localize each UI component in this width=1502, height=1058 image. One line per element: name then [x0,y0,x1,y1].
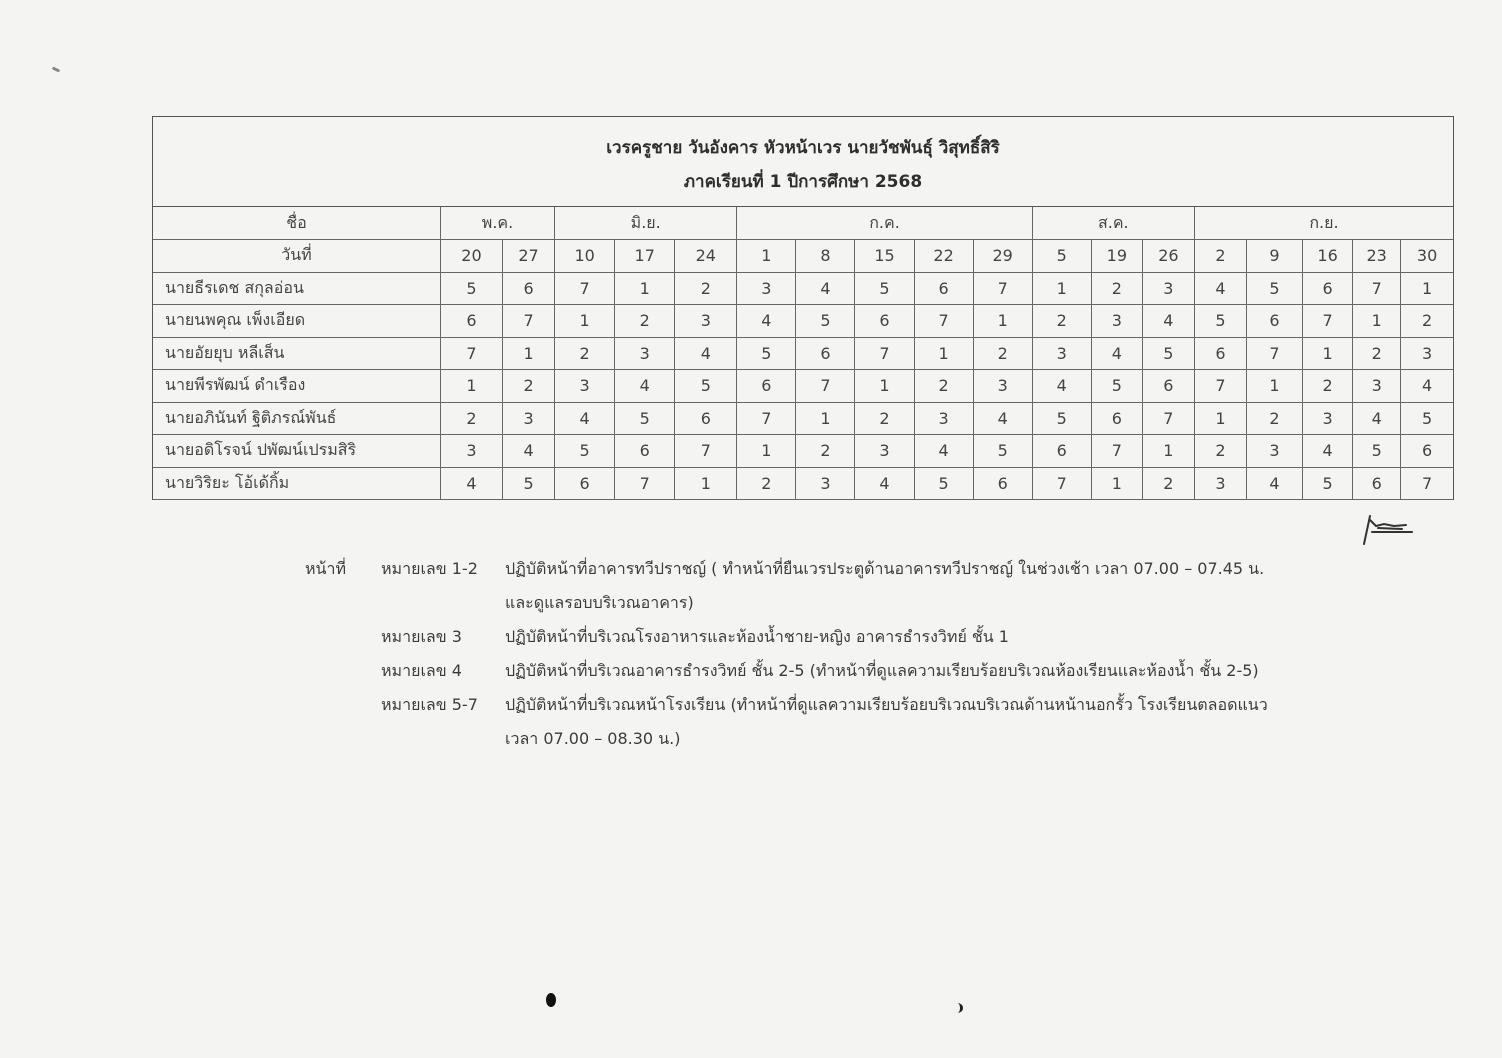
month-header-row [153,207,1453,240]
punch-hole [952,1003,963,1013]
duty-assignment-cell: 5 [1194,305,1246,338]
duty-assignment-cell: 4 [503,435,555,468]
duty-assignment-cell: 5 [1032,402,1091,435]
duty-assignment-cell: 2 [440,402,502,435]
duty-assignment-cell: 6 [615,435,675,468]
duty-assignment-cell: 4 [440,467,502,500]
teacher-row [153,272,1453,305]
duty-assignment-cell: 4 [1401,370,1453,403]
duty-assignment-cell: 4 [1091,337,1142,370]
teacher-row [153,467,1453,500]
duty-assignment-cell: 7 [1303,305,1353,338]
duty-assignment-cell: 1 [1353,305,1401,338]
duty-assignment-cell: 1 [440,370,502,403]
date-header-cell: 24 [675,240,737,273]
date-header-cell: 16 [1303,240,1353,273]
duty-assignment-cell: 7 [914,305,973,338]
duty-assignment-cell: 5 [737,337,796,370]
duty-assignment-cell: 6 [1401,435,1453,468]
duty-assignment-cell: 3 [440,435,502,468]
duty-assignment-cell: 5 [555,435,615,468]
date-header-cell: 5 [1032,240,1091,273]
duty-assignment-cell: 4 [973,402,1032,435]
duty-assignment-cell: 6 [796,337,855,370]
duty-assignment-cell: 1 [1032,272,1091,305]
duty-assignment-cell: 5 [973,435,1032,468]
duty-assignment-cell: 1 [1303,337,1353,370]
signature-mark [1358,512,1418,548]
teacher-name: นายพีรพัฒน์ ดำเรือง [153,370,440,403]
duty-assignment-cell: 5 [503,467,555,500]
duty-assignment-cell: 6 [737,370,796,403]
duty-assignment-cell: 5 [675,370,737,403]
duty-assignment-cell: 5 [1091,370,1142,403]
teacher-name: นายวิริยะ โอ้เด้กิ้ม [153,467,440,500]
duty-descriptions [305,552,1405,756]
duty-assignment-cell: 3 [1303,402,1353,435]
duty-assignment-cell: 5 [440,272,502,305]
duty-assignment-cell: 2 [555,337,615,370]
duty-code: หมายเลข 5-7 [381,695,478,714]
duty-assignment-cell: 2 [615,305,675,338]
duty-row [305,552,1405,586]
duty-code: หมายเลข 1-2 [381,559,478,578]
duty-assignment-cell: 3 [1401,337,1453,370]
stray-mark [52,66,61,72]
duty-assignment-cell: 2 [1353,337,1401,370]
duty-assignment-cell: 6 [973,467,1032,500]
month-header-august: ส.ค. [1032,207,1194,240]
date-header-cell: 2 [1194,240,1246,273]
duty-assignment-cell: 7 [1353,272,1401,305]
roster-title: เวรครูชาย วันอังคาร หัวหน้าเวร นายวัชพันธุ์ วิสุทธิ์สิริ [606,138,1000,158]
month-header-june: มิ.ย. [555,207,737,240]
teacher-row [153,370,1453,403]
duty-assignment-cell: 3 [1032,337,1091,370]
duty-assignment-cell: 7 [503,305,555,338]
duty-assignment-cell: 3 [555,370,615,403]
duty-assignment-cell: 3 [1194,467,1246,500]
duty-assignment-cell: 6 [855,305,914,338]
duty-assignment-cell: 6 [1091,402,1142,435]
date-header-cell: 30 [1401,240,1453,273]
duty-assignment-cell: 5 [796,305,855,338]
duty-assignment-cell: 1 [1091,467,1142,500]
duty-assignment-cell: 1 [1194,402,1246,435]
duty-assignment-cell: 3 [973,370,1032,403]
roster-subtitle: ภาคเรียนที่ 1 ปีการศึกษา 2568 [683,172,923,192]
duty-row [305,620,1405,654]
teacher-name: นายอภินันท์ ฐิติภรณ์พันธ์ [153,402,440,435]
date-header-cell: 19 [1091,240,1142,273]
duty-assignment-cell: 3 [503,402,555,435]
duty-assignment-cell: 1 [1142,435,1194,468]
duty-row [305,688,1405,722]
duty-assignment-cell: 7 [737,402,796,435]
duty-description: เวลา 07.00 – 08.30 น.) [505,729,681,748]
duty-assignment-cell: 5 [1303,467,1353,500]
date-header-cell: 23 [1353,240,1401,273]
duty-assignment-cell: 6 [440,305,502,338]
duty-assignment-cell: 7 [796,370,855,403]
duty-assignment-cell: 1 [503,337,555,370]
date-header-cell: 27 [503,240,555,273]
duty-assignment-cell: 2 [1142,467,1194,500]
duty-assignment-cell: 2 [1246,402,1302,435]
roster-table [153,207,1453,500]
duty-assignment-cell: 3 [1142,272,1194,305]
duty-assignment-cell: 7 [1032,467,1091,500]
teacher-row [153,402,1453,435]
duty-assignment-cell: 5 [1246,272,1302,305]
duty-code: หมายเลข 4 [381,661,462,680]
duty-assignment-cell: 1 [675,467,737,500]
duty-assignment-cell: 4 [1303,435,1353,468]
month-header-september: ก.ย. [1194,207,1453,240]
duty-assignment-cell: 2 [914,370,973,403]
duty-assignment-cell: 4 [1194,272,1246,305]
duty-assignment-cell: 2 [1091,272,1142,305]
date-header-cell: 17 [615,240,675,273]
duty-assignment-cell: 2 [796,435,855,468]
duty-assignment-cell: 5 [615,402,675,435]
duty-assignment-cell: 2 [503,370,555,403]
duty-assignment-cell: 5 [1401,402,1453,435]
duty-assignment-cell: 6 [1246,305,1302,338]
duty-assignment-cell: 6 [1142,370,1194,403]
teacher-name: นายอดิโรจน์ ปพัฒน์เปรมสิริ [153,435,440,468]
duty-assignment-cell: 7 [1091,435,1142,468]
date-header-row [153,240,1453,273]
duty-assignment-cell: 5 [855,272,914,305]
punch-hole [546,993,556,1007]
date-header-cell: 8 [796,240,855,273]
duty-assignment-cell: 2 [973,337,1032,370]
teacher-row [153,305,1453,338]
duty-assignment-cell: 7 [855,337,914,370]
duty-assignment-cell: 3 [1353,370,1401,403]
date-header-cell: 10 [555,240,615,273]
duty-assignment-cell: 3 [615,337,675,370]
roster-header [153,117,1453,207]
duty-assignment-cell: 4 [737,305,796,338]
duty-roster-sheet [152,116,1454,500]
duty-assignment-cell: 2 [1303,370,1353,403]
teacher-name: นายอัยยุบ หลีเส็น [153,337,440,370]
duty-assignment-cell: 4 [555,402,615,435]
duty-description: ปฏิบัติหน้าที่อาคารทวีปราชญ์ ( ทำหน้าที่ยืนเวรประตูด้านอาคารทวีปราชญ์ ในช่วงเช้า เวลา 07.00 – 07.45 น. [505,559,1265,578]
teacher-row [153,337,1453,370]
duty-assignment-cell: 6 [1194,337,1246,370]
duty-description: ปฏิบัติหน้าที่บริเวณโรงอาหารและห้องน้ำชาย-หญิง อาคารธำรงวิทย์ ชั้น 1 [505,627,1009,646]
duty-assignment-cell: 1 [796,402,855,435]
duty-assignment-cell: 4 [914,435,973,468]
duties-label: หน้าที่ [305,559,347,578]
date-header-cell: 26 [1142,240,1194,273]
duty-assignment-cell: 1 [737,435,796,468]
duty-assignment-cell: 1 [855,370,914,403]
date-header-cell: 22 [914,240,973,273]
duty-assignment-cell: 7 [1142,402,1194,435]
duty-assignment-cell: 6 [914,272,973,305]
duty-assignment-cell: 1 [1401,272,1453,305]
date-column-header: วันที่ [153,240,440,273]
duty-assignment-cell: 7 [1194,370,1246,403]
teacher-name: นายธีรเดช สกุลอ่อน [153,272,440,305]
duty-assignment-cell: 3 [1091,305,1142,338]
duty-assignment-cell: 7 [1246,337,1302,370]
duty-assignment-cell: 1 [555,305,615,338]
duty-assignment-cell: 7 [555,272,615,305]
duty-assignment-cell: 3 [855,435,914,468]
duty-assignment-cell: 2 [737,467,796,500]
duty-assignment-cell: 3 [1246,435,1302,468]
teacher-name: นายนพคุณ เพ็งเอียด [153,305,440,338]
duty-assignment-cell: 5 [1142,337,1194,370]
duty-assignment-cell: 6 [503,272,555,305]
duty-assignment-cell: 7 [973,272,1032,305]
date-header-cell: 9 [1246,240,1302,273]
month-header-july: ก.ค. [737,207,1032,240]
duty-assignment-cell: 4 [796,272,855,305]
duty-description: และดูแลรอบบริเวณอาคาร) [505,593,694,612]
duty-description: ปฏิบัติหน้าที่บริเวณหน้าโรงเรียน (ทำหน้าที่ดูแลความเรียบร้อยบริเวณบริเวณด้านหน้านอกรั้ว โรงเรียนตลอดแนว [505,695,1268,714]
duty-assignment-cell: 6 [675,402,737,435]
duty-assignment-cell: 7 [615,467,675,500]
duty-assignment-cell: 4 [1032,370,1091,403]
duty-assignment-cell: 4 [675,337,737,370]
duty-assignment-cell: 4 [1246,467,1302,500]
duty-assignment-cell: 6 [555,467,615,500]
name-column-header: ชื่อ [153,207,440,240]
duty-assignment-cell: 2 [1032,305,1091,338]
duty-assignment-cell: 1 [973,305,1032,338]
date-header-cell: 1 [737,240,796,273]
duty-assignment-cell: 1 [914,337,973,370]
duty-code: หมายเลข 3 [381,627,462,646]
duty-assignment-cell: 2 [1401,305,1453,338]
month-header-may: พ.ค. [440,207,554,240]
date-header-cell: 29 [973,240,1032,273]
duty-assignment-cell: 4 [615,370,675,403]
date-header-cell: 15 [855,240,914,273]
teacher-row [153,435,1453,468]
duty-assignment-cell: 6 [1303,272,1353,305]
duty-assignment-cell: 4 [1142,305,1194,338]
duty-assignment-cell: 4 [855,467,914,500]
duty-assignment-cell: 4 [1353,402,1401,435]
duty-assignment-cell: 7 [675,435,737,468]
duty-assignment-cell: 5 [1353,435,1401,468]
duty-assignment-cell: 1 [615,272,675,305]
date-header-cell: 20 [440,240,502,273]
duty-assignment-cell: 5 [914,467,973,500]
duty-assignment-cell: 2 [675,272,737,305]
duty-description: ปฏิบัติหน้าที่บริเวณอาคารธำรงวิทย์ ชั้น 2-5 (ทำหน้าที่ดูแลความเรียบร้อยบริเวณห้องเรียนและห้องน้ำ ชั้น 2-5) [505,661,1259,680]
duty-assignment-cell: 6 [1032,435,1091,468]
duty-assignment-cell: 2 [855,402,914,435]
duty-assignment-cell: 7 [440,337,502,370]
duty-assignment-cell: 3 [737,272,796,305]
duty-assignment-cell: 3 [675,305,737,338]
duty-row-continuation [305,722,1405,756]
duty-assignment-cell: 7 [1401,467,1453,500]
duty-assignment-cell: 2 [1194,435,1246,468]
duty-assignment-cell: 1 [1246,370,1302,403]
duty-assignment-cell: 3 [914,402,973,435]
duty-row [305,654,1405,688]
duty-assignment-cell: 3 [796,467,855,500]
duty-row-continuation [305,586,1405,620]
duty-assignment-cell: 6 [1353,467,1401,500]
